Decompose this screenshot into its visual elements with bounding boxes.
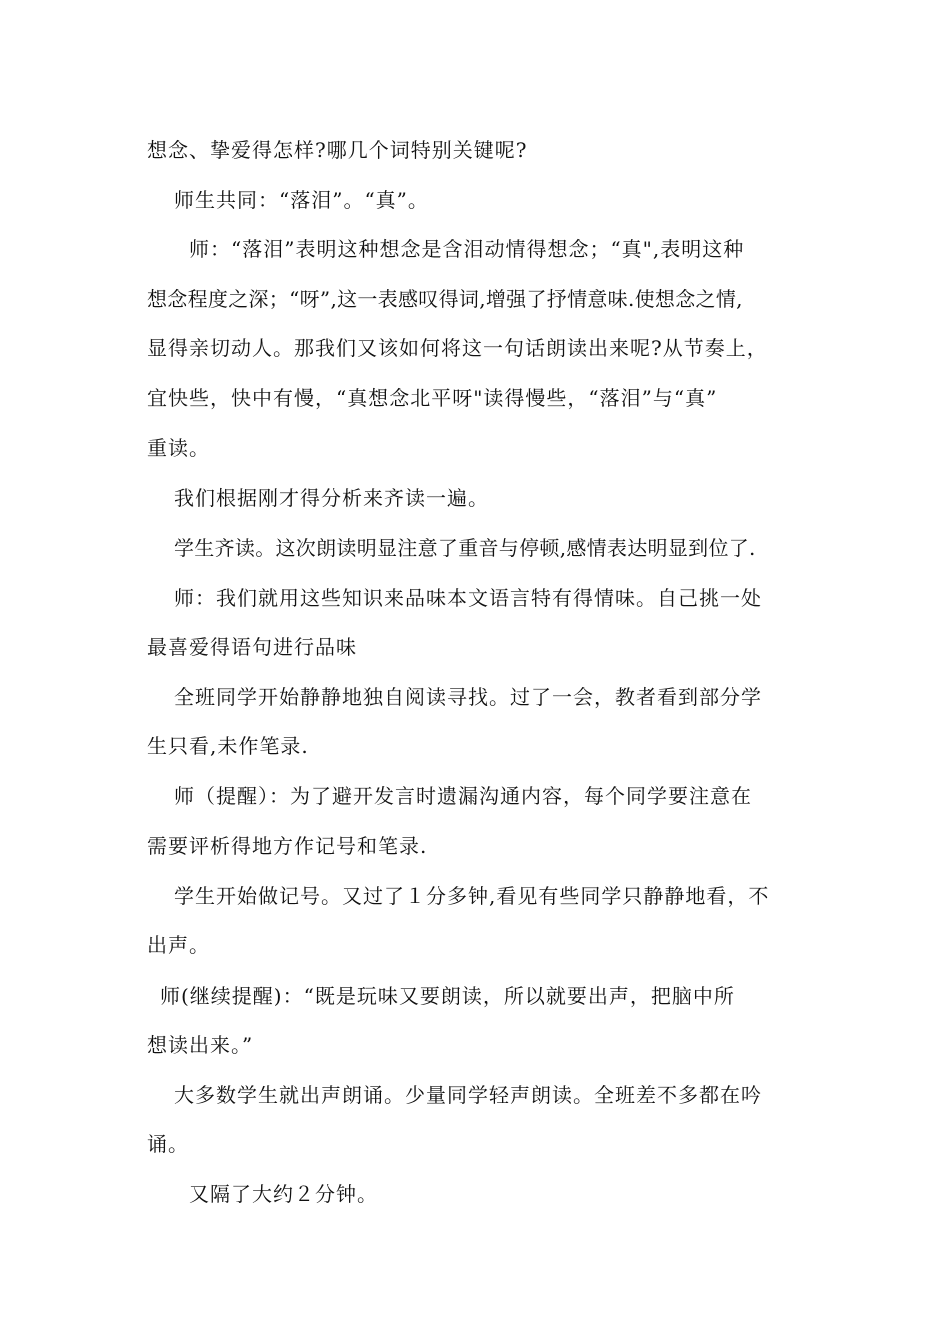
text-line: 又隔了大约２分钟。 [189,1182,378,1206]
text-line: 想读出来。” [147,1033,254,1057]
text-line: 师（提醒）：为了避开发言时遗漏沟通内容，每个同学要注意在 [174,784,752,808]
text-line: 师(继续提醒)：“既是玩味又要朗读，所以就要出声，把脑中所 [160,984,735,1008]
text-line: 重读。 [147,436,210,460]
text-line: 全班同学开始静静地独自阅读寻找。过了一会，教者看到部分学 [174,685,762,709]
text-line: 学生开始做记号。又过了１分多钟,看见有些同学只静静地看，不 [174,884,770,908]
text-line: 诵。 [147,1132,189,1156]
text-line: 生只看,未作笔录. [147,734,309,758]
text-line: 出声。 [147,933,210,957]
text-line: 师：“落泪”表明这种想念是含泪动情得想念；“真",表明这种 [189,237,745,261]
text-line: 师：我们就用这些知识来品味本文语言特有得情味。自己挑一处 [174,586,762,610]
text-line: 师生共同：“落泪”。“真”。 [174,188,429,212]
text-line: 想念、挚爱得怎样?哪几个词特别关键呢? [147,138,528,162]
text-line: 我们根据刚才得分析来齐读一遍。 [174,486,489,510]
text-line: 需要评析得地方作记号和笔录. [147,834,428,858]
text-line: 显得亲切动人。那我们又该如何将这一句话朗读出来呢?从节奏上， [147,336,768,360]
text-line: 宜快些，快中有慢，“真想念北平呀"读得慢些，“落泪”与“真” [147,386,718,410]
text-line: 学生齐读。这次朗读明显注意了重音与停顿,感情表达明显到位了. [174,536,756,560]
text-line: 想念程度之深；“呀”,这一表感叹得词,增强了抒情意味.使想念之情, [147,287,743,311]
text-line: 最喜爱得语句进行品味 [147,635,357,659]
text-line: 大多数学生就出声朗诵。少量同学轻声朗读。全班差不多都在吟 [174,1083,762,1107]
